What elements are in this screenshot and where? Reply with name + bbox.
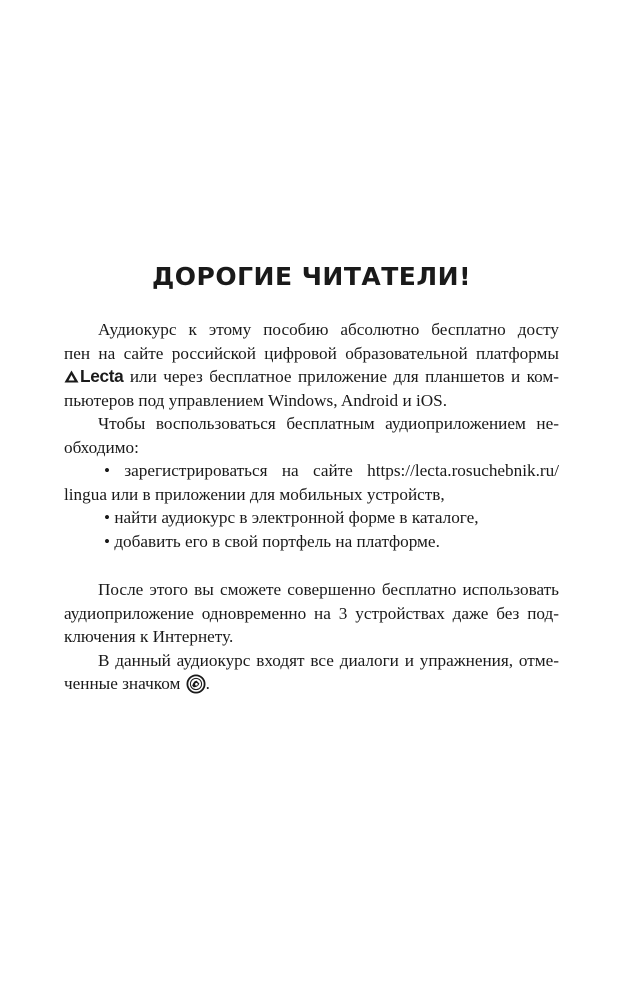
paragraph-4-line-1: В данный аудиокурс входят все диалоги и упражнения, отме- [98, 650, 559, 670]
paragraph-2-line-2: обходимо: [64, 437, 139, 457]
paragraph-4-line-2 [64, 672, 559, 696]
paragraph-4-line-2-end: . [205, 674, 210, 693]
bullet-1-line-2: lingua или в приложении для мобильных устройств, [64, 484, 445, 504]
paragraph-4-line-2-text: ченные значком [64, 674, 181, 693]
paragraph-gap [64, 553, 559, 578]
bullet-1-line-1: • зарегистрироваться на сайте https://lecta.rosuchebnik.ru/ [104, 461, 559, 480]
lecta-logo-icon [64, 370, 79, 383]
body-text [64, 318, 559, 696]
paragraph-3-line-1: После этого вы сможете совершенно бесплатно использовать [98, 580, 559, 599]
paragraph-1-line-1: Аудиокурс к этому пособию абсолютно бесплатно досту [98, 320, 559, 339]
paragraph-1-line-3 [64, 365, 559, 389]
paragraph-3-line-2: аудиоприложение одновременно на 3 устройствах даже без под- [64, 603, 559, 623]
paragraph-2-line-1: Чтобы воспользоваться бесплатным аудиоприложением не- [98, 414, 559, 433]
paragraph-1-line-3-text: или через бесплатное приложение для планшетов и ком- [123, 367, 559, 386]
brand-name: Lecta [80, 366, 124, 386]
bullet-2: • найти аудиокурс в электронной форме в каталоге, [104, 508, 479, 527]
paragraph-3-line-3: ключения к Интернету. [64, 627, 234, 646]
page-title: ДОРОГИЕ ЧИТАТЕЛИ! [152, 262, 471, 291]
page [64, 0, 559, 1000]
bullet-3: • добавить его в свой портфель на платформе. [104, 531, 440, 551]
paragraph-1-line-2: пен на сайте российской цифровой образовательной платформы [64, 343, 559, 363]
paragraph-1-line-4: пьютеров под управлением Windows, Android и iOS. [64, 390, 447, 410]
audio-disc-icon [186, 674, 206, 694]
